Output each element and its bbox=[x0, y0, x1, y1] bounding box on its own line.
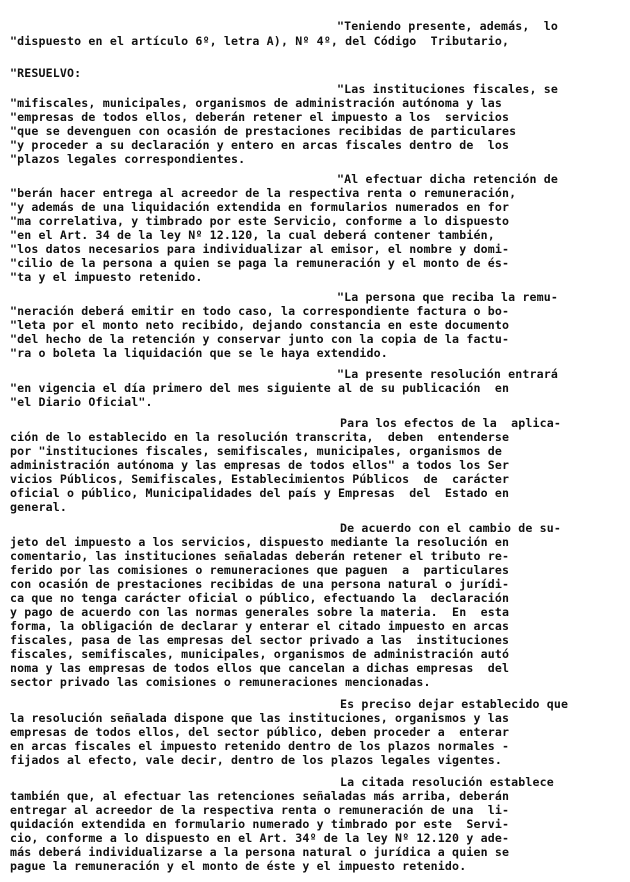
text-line: "leta por el monto neto recibido, dejando constancia en este documento bbox=[10, 318, 510, 332]
text-line: ferido por las comisiones o remuneraciones que paguen a particulares bbox=[10, 563, 510, 577]
text-line: "en el Art. 34 de la ley Nº 12.120, la cual deberá contener también, bbox=[10, 228, 495, 242]
text-line: vicios Públicos, Semifiscales, Establecimientos Públicos de carácter bbox=[10, 472, 510, 486]
text-line: "y además de una liquidación extendida en formularios numerados en for bbox=[10, 200, 510, 214]
text-line: La citada resolución establece bbox=[340, 775, 554, 789]
text-line: general. bbox=[10, 500, 68, 514]
text-line: "y proceder a su declaración y entero en arcas fiscales dentro de los bbox=[10, 138, 510, 152]
text-line: ca que no tenga carácter oficial o público, efectuando la declaración bbox=[10, 591, 510, 605]
text-line: "Al efectuar dicha retención de bbox=[337, 172, 559, 186]
text-line: "mifiscales, municipales, organismos de administración autónoma y las bbox=[10, 96, 502, 110]
text-line: "dispuesto en el artículo 6º, letra A), Nº 4º, del Código Tributario, bbox=[10, 34, 510, 48]
text-line: y pago de acuerdo con las normas generales sobre la materia. En esta bbox=[10, 605, 510, 619]
text-line: "ra o boleta la liquidación que se le haya extendido. bbox=[10, 346, 388, 360]
text-line: oficial o público, Municipalidades del país y Empresas del Estado en bbox=[10, 486, 510, 500]
text-line: fiscales, semifiscales, municipales, organismos de administración autó bbox=[10, 647, 510, 661]
text-line: "Las instituciones fiscales, se bbox=[337, 82, 559, 96]
text-line: noma y las empresas de todos ellos que cancelan a dichas empresas del bbox=[10, 661, 510, 675]
text-line: ción de lo establecido en la resolución transcrita, deben entenderse bbox=[10, 430, 510, 444]
text-line: jeto del impuesto a los servicios, dispuesto mediante la resolución en bbox=[10, 535, 510, 549]
text-line: "cilio de la persona a quien se paga la remuneración y el monto de és- bbox=[10, 256, 510, 270]
text-line: "empresas de todos ellos, deberán retener el impuesto a los servicios bbox=[10, 110, 510, 124]
text-line: comentario, las instituciones señaladas deberán retener el tributo re- bbox=[10, 549, 510, 563]
text-line: "los datos necesarios para individualizar al emisor, el nombre y domi- bbox=[10, 242, 510, 256]
text-line: fijados al efecto, vale decir, dentro de los plazos legales vigentes. bbox=[10, 753, 502, 767]
text-line: "en vigencia el día primero del mes siguiente al de su publicación en bbox=[10, 381, 510, 395]
text-line: con ocasión de prestaciones recibidas de una persona natural o jurídi- bbox=[10, 577, 510, 591]
text-line: "ta y el impuesto retenido. bbox=[10, 270, 203, 284]
text-line: también que, al efectuar las retenciones señaladas más arriba, deberán bbox=[10, 789, 510, 803]
text-line: De acuerdo con el cambio de su- bbox=[340, 521, 562, 535]
text-line: "La persona que reciba la remu- bbox=[337, 290, 559, 304]
text-line: quidación extendida en formulario numerado y timbrado por este Servi- bbox=[10, 817, 510, 831]
text-line: "ma correlativa, y timbrado por este Servicio, conforme a lo dispuesto bbox=[10, 214, 510, 228]
text-line: "neración deberá emitir en todo caso, la correspondiente factura o bo- bbox=[10, 304, 510, 318]
text-line: entregar al acreedor de la respectiva renta o remuneración de una li- bbox=[10, 803, 510, 817]
text-line: cio, conforme a lo dispuesto en el Art. 34º de la ley Nº 12.120 y ade- bbox=[10, 831, 510, 845]
text-line: "Teniendo presente, además, lo bbox=[337, 19, 559, 33]
resuelvo-heading: "RESUELVO: bbox=[10, 66, 82, 80]
text-line: "La presente resolución entrará bbox=[337, 367, 559, 381]
text-line: "berán hacer entrega al acreedor de la respectiva renta o remuneración, bbox=[10, 186, 517, 200]
text-line: "plazos legales correspondientes. bbox=[10, 152, 246, 166]
text-line: pague la remuneración y el monto de éste y el impuesto retenido. bbox=[10, 859, 467, 873]
text-line: en arcas fiscales el impuesto retenido dentro de los plazos normales - bbox=[10, 739, 510, 753]
text-line: "el Diario Oficial". bbox=[10, 395, 153, 409]
text-line: empresas de todos ellos, del sector público, deben proceder a enterar bbox=[10, 725, 510, 739]
text-line: "del hecho de la retención y conservar junto con la copia de la factu- bbox=[10, 332, 510, 346]
text-line: administración autónoma y las empresas de todos ellos" a todos los Ser bbox=[10, 458, 510, 472]
text-line: "que se devenguen con ocasión de prestaciones recibidas de particulares bbox=[10, 124, 517, 138]
text-line: forma, la obligación de declarar y enterar el citado impuesto en arcas bbox=[10, 619, 510, 633]
text-line: fiscales, pasa de las empresas del sector privado a las instituciones bbox=[10, 633, 510, 647]
text-line: Es preciso dejar establecido que bbox=[340, 697, 569, 711]
text-line: más deberá individualizarse a la persona natural o jurídica a quien se bbox=[10, 845, 510, 859]
text-line: sector privado las comisiones o remuneraciones mencionadas. bbox=[10, 675, 431, 689]
text-line: por "instituciones fiscales, semifiscales, municipales, organismos de bbox=[10, 444, 502, 458]
text-line: la resolución señalada dispone que las instituciones, organismos y las bbox=[10, 711, 510, 725]
text-line: Para los efectos de la aplica- bbox=[340, 416, 562, 430]
